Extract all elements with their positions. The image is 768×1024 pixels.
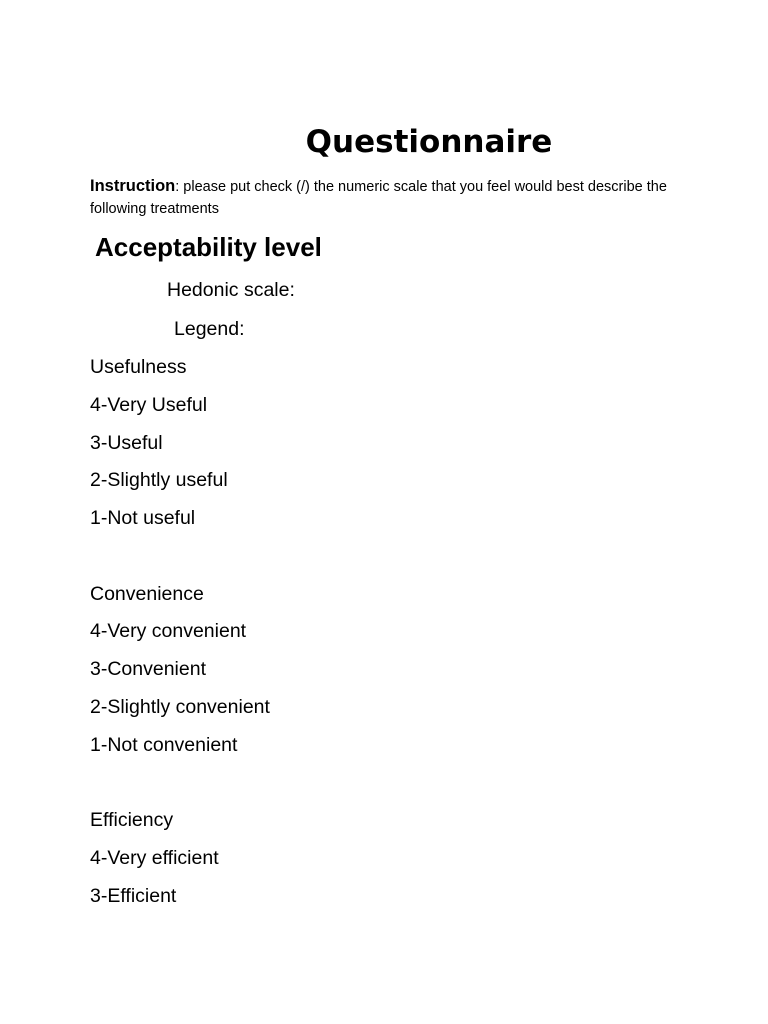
scale-item: 3-Convenient (90, 658, 206, 680)
scale-item: 1-Not convenient (90, 734, 238, 756)
scale-item: 2-Slightly convenient (90, 696, 270, 718)
scale-item: 3-Useful (90, 432, 163, 454)
page-title (90, 122, 728, 162)
group-heading-convenience: Convenience (90, 583, 204, 605)
hedonic-scale-label: Hedonic scale: (167, 279, 295, 301)
group-heading-efficiency: Efficiency (90, 809, 174, 831)
page-title-text: Questionnaire (305, 124, 553, 160)
instruction-text: : please put check (/) the numeric scale that you feel would best describe the following treatments (90, 179, 667, 217)
instruction-paragraph (90, 175, 690, 220)
scale-item: 3-Efficient (90, 885, 177, 907)
group-heading-usefulness: Usefulness (90, 356, 187, 378)
scale-item: 1-Not useful (90, 507, 196, 529)
section-heading-acceptability: Acceptability level (95, 232, 322, 262)
legend-label: Legend: (174, 318, 245, 340)
scale-item: 4-Very efficient (90, 847, 219, 869)
scale-item: 2-Slightly useful (90, 469, 228, 491)
scale-item: 4-Very Useful (90, 394, 208, 416)
scale-item: 4-Very convenient (90, 620, 247, 642)
instruction-lead: Instruction (90, 177, 176, 195)
